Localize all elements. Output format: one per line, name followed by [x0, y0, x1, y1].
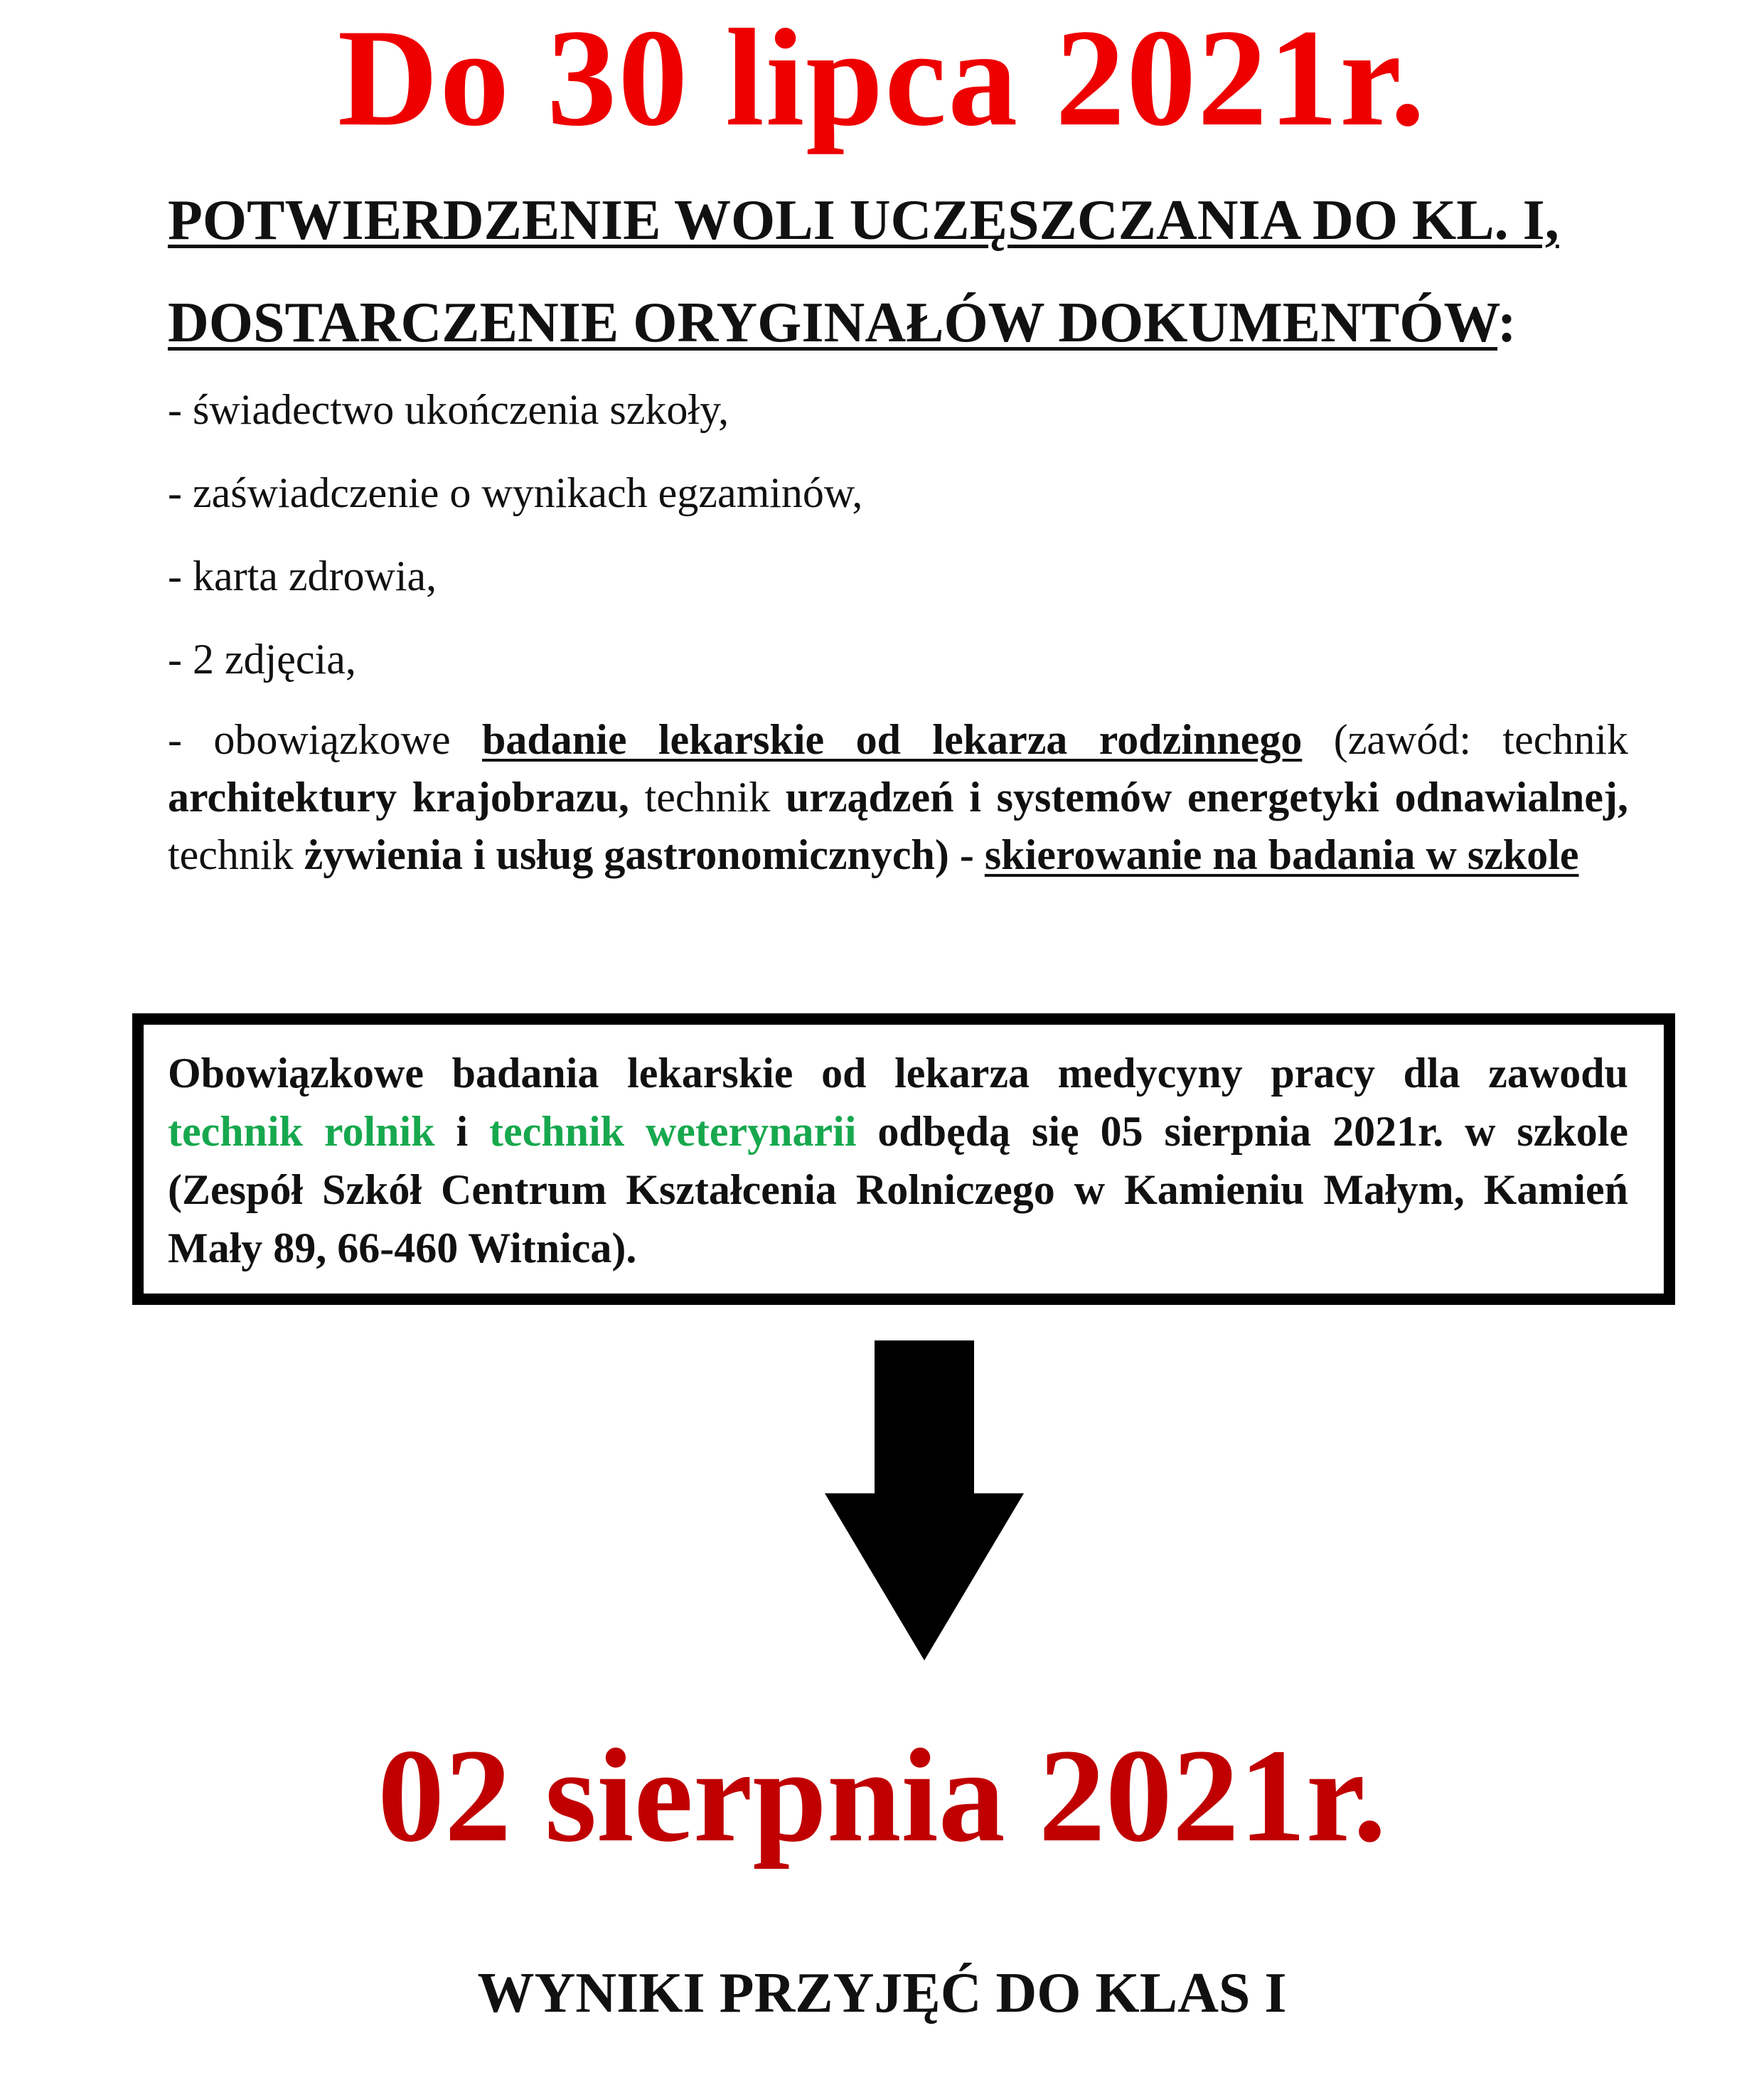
profession-farmer: technik rolnik — [168, 1108, 435, 1155]
document-item: - 2 zdjęcia, — [168, 636, 356, 683]
heading-colon: : — [1497, 292, 1517, 354]
profession-vet: technik weterynarii — [489, 1108, 857, 1155]
heading-line-2 — [168, 289, 1661, 357]
document-item: - zaświadczenie o wynikach egzaminów, — [168, 469, 863, 516]
medical-prefix: - obowiązkowe — [168, 716, 483, 763]
notice-rest: odbędą się 05 sierpnia 2021r. w szkole (Zespół Szkół Centrum Kształcenia Rolniczego w Kamieniu Małym, Kamień Mały 89, 66-460 Witnica). — [168, 1108, 1628, 1271]
deadline-title: Do 30 lipca 2021r. — [337, 1, 1427, 155]
medical-open-paren: (zawód: technik — [1302, 716, 1629, 763]
notice-intro: Obowiązkowe badania lekarskie od lekarza medycyny pracy dla zawodu — [168, 1050, 1628, 1097]
heading-line-1 — [168, 186, 1661, 255]
document-item: - świadectwo ukończenia szkoły, — [168, 386, 729, 433]
medical-exam-label: badanie lekarskie od lekarza rodzinnego — [482, 716, 1303, 763]
profession-gastronomy: żywienia i usług gastronomicznych) - — [304, 831, 985, 878]
results-footer: WYNIKI PRZYJĘĆ DO KLAS I — [477, 1962, 1287, 2025]
referral-text: skierowanie na badania w szkole — [984, 831, 1579, 878]
results-date-title: 02 sierpnia 2021r. — [378, 1721, 1386, 1870]
heading-line-1-text: POTWIERDZENIE WOLI UCZĘSZCZANIA DO KL. I, — [168, 189, 1559, 252]
notice-and: i — [434, 1108, 490, 1155]
profession-landscape: architektury krajobrazu, — [168, 774, 629, 821]
heading-line-2-text: DOSTARCZENIE ORYGINAŁÓW DOKUMENTÓW — [168, 292, 1498, 354]
notice-text — [168, 1044, 1628, 1277]
down-arrow-icon — [821, 1340, 1027, 1664]
technik-text: technik — [168, 831, 304, 878]
profession-energy: urządzeń i systemów energetyki odnawialnej, — [785, 774, 1628, 821]
technik-text: technik — [629, 774, 786, 821]
document-item: - karta zdrowia, — [168, 553, 437, 599]
medical-exam-paragraph — [168, 711, 1628, 884]
